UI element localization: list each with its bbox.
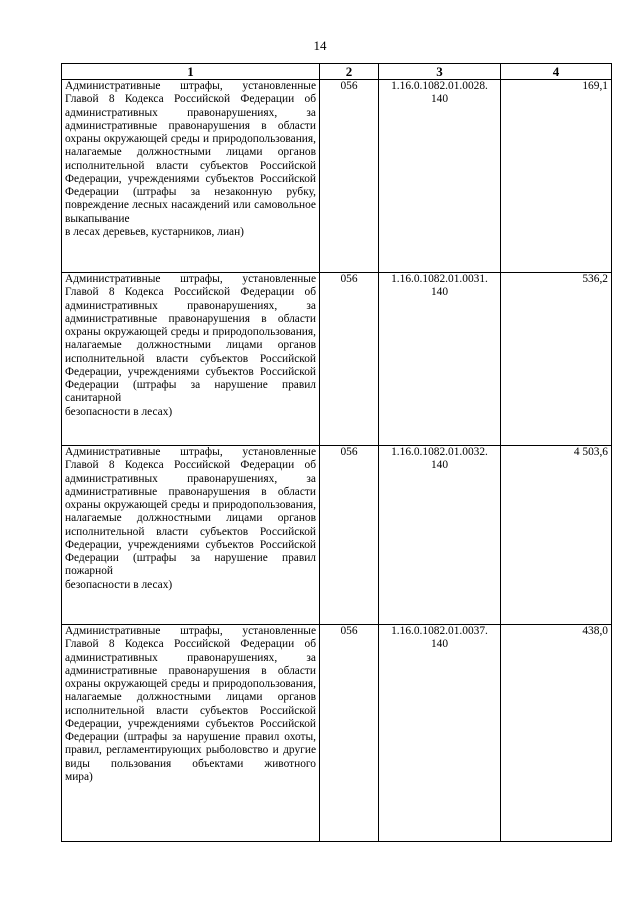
column-header-4: 4 (501, 64, 612, 80)
row-admin-code: 056 (320, 80, 379, 273)
column-header-1: 1 (62, 64, 320, 80)
row-admin-code: 056 (320, 273, 379, 446)
column-header-2: 2 (320, 64, 379, 80)
revenue-table (61, 63, 612, 842)
row-amount: 4 503,6 (501, 446, 612, 625)
row-amount: 536,2 (501, 273, 612, 446)
row-classification-code: 1.16.0.1082.01.0037. 140 (379, 625, 501, 842)
table-row (62, 80, 612, 273)
table-row (62, 446, 612, 625)
row-description: Административные штрафы, установленные Главой 8 Кодекса Российской Федерации об административных правонарушениях, за административные правонарушения в области охраны окружающей среды и природопользования, налагаемые должностными лицами органов исполнительной власти субъектов Российской Федерации, учреждениями субъектов Российской Федерации (штрафы за незаконную рубку, повреждение лесных насаждений или самовольное выкапывание в лесах деревьев, кустарников, лиан) (62, 80, 320, 273)
row-classification-code: 1.16.0.1082.01.0032. 140 (379, 446, 501, 625)
row-description: Административные штрафы, установленные Главой 8 Кодекса Российской Федерации об административных правонарушениях, за административные правонарушения в области охраны окружающей среды и природопользования, налагаемые должностными лицами органов исполнительной власти субъектов Российской Федерации, учреждениями субъектов Российской Федерации (штрафы за нарушение правил пожарной безопасности в лесах) (62, 446, 320, 625)
table-row (62, 625, 612, 842)
row-admin-code: 056 (320, 625, 379, 842)
column-header-3: 3 (379, 64, 501, 80)
row-admin-code: 056 (320, 446, 379, 625)
row-amount: 169,1 (501, 80, 612, 273)
row-description: Административные штрафы, установленные Главой 8 Кодекса Российской Федерации об административных правонарушениях, за административные правонарушения в области охраны окружающей среды и природопользования, налагаемые должностными лицами органов исполнительной власти субъектов Российской Федерации, учреждениями субъектов Российской Федерации (штрафы за нарушение правил охоты, правил, регламентирующих рыболовство и другие виды пользования объектами животного мира) (62, 625, 320, 842)
table-header-row (62, 64, 612, 80)
table-row (62, 273, 612, 446)
page-number: 14 (313, 38, 327, 53)
row-classification-code: 1.16.0.1082.01.0031. 140 (379, 273, 501, 446)
row-amount: 438,0 (501, 625, 612, 842)
row-description: Административные штрафы, установленные Главой 8 Кодекса Российской Федерации об административных правонарушениях, за административные правонарушения в области охраны окружающей среды и природопользования, налагаемые должностными лицами органов исполнительной власти субъектов Российской Федерации, учреждениями субъектов Российской Федерации (штрафы за нарушение правил санитарной безопасности в лесах) (62, 273, 320, 446)
row-classification-code: 1.16.0.1082.01.0028. 140 (379, 80, 501, 273)
